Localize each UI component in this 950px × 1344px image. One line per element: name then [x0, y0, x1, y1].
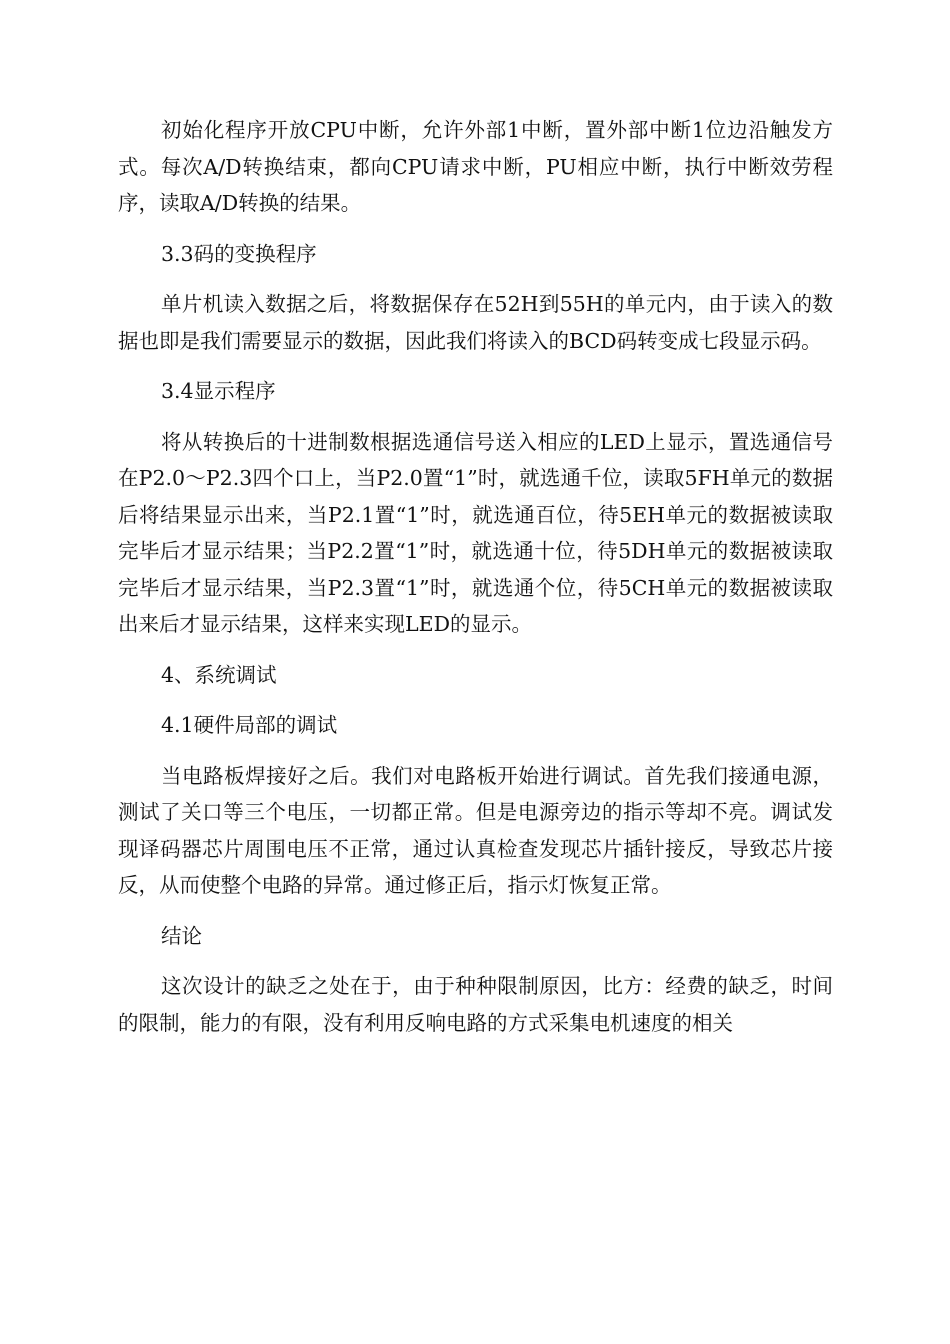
section-heading-4: 4、系统调试 — [161, 662, 277, 687]
paragraph-interrupt-init: 初始化程序开放CPU中断，允许外部1中断，置外部中断1位边沿触发方式。每次A/D转换结束，都向CPU请求中断，PU相应中断，执行中断效劳程序，读取A/D转换的结果。 — [118, 118, 833, 215]
paragraph-hardware-debug: 当电路板焊接好之后。我们对电路板开始进行调试。首先我们接通电源，测试了关口等三个电压，一切都正常。但是电源旁边的指示等却不亮。调试发现译码器芯片周围电压不正常，通过认真检查发现芯片插针接反，导致芯片接反，从而使整个电路的异常。通过修正后，指示灯恢复正常。 — [118, 763, 833, 897]
section-heading-3-4: 3.4显示程序 — [161, 379, 276, 403]
paragraph-conclusion: 这次设计的缺乏之处在于，由于种种限制原因，比方：经费的缺乏，时间的限制，能力的有限，没有利用反响电路的方式采集电机速度的相关 — [118, 974, 833, 1035]
document-page — [118, 112, 833, 1055]
paragraph-code-conversion: 单片机读入数据之后，将数据保存在52H到55H的单元内，由于读入的数据也即是我们需要显示的数据，因此我们将读入的BCD码转变成七段显示码。 — [118, 292, 833, 353]
section-heading-3-3: 3.3码的变换程序 — [161, 241, 317, 266]
section-heading-conclusion: 结论 — [161, 923, 202, 948]
section-heading-4-1: 4.1硬件局部的调试 — [161, 713, 338, 737]
paragraph-display-program: 将从转换后的十进制数根据选通信号送入相应的LED上显示，置选通信号在P2.0～P2.3四个口上，当P2.0置“1”时，就选通千位，读取5FH单元的数据后将结果显示出来，当P2.1置“1”时，就选通百位，待5EH单元的数据被读取完毕后才显示结果；当P2.2置“1”时，就选通十位，待5DH单元的数据被读取完毕后才显示结果，当P2.3置“1”时，就选通个位，待5CH单元的数据被读取出来后才显示结果，这样来实现LED的显示。 — [118, 429, 833, 636]
